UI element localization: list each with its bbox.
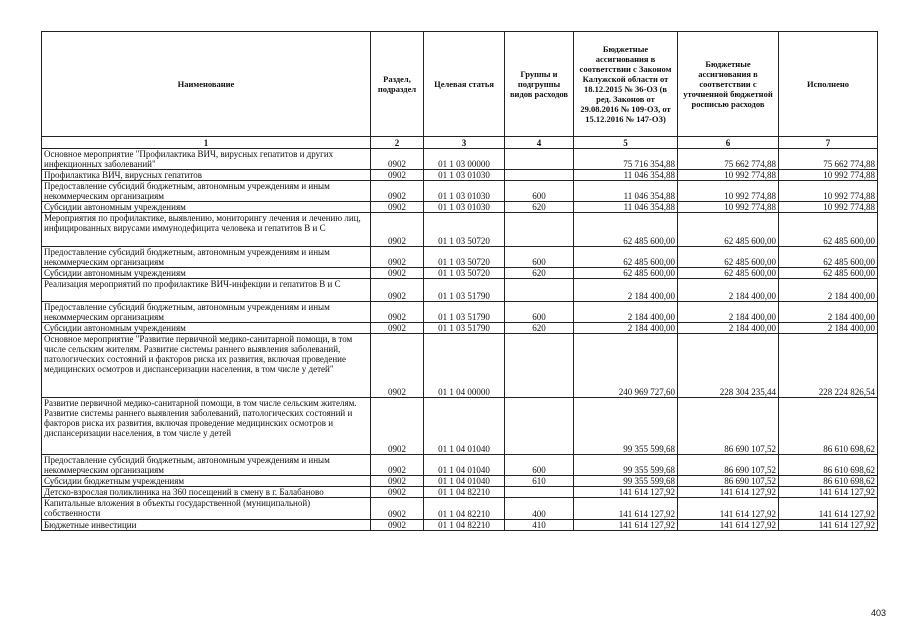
row-law-budget-cell: 2 184 400,00: [574, 279, 678, 302]
row-target-cell: 01 1 03 51790: [424, 323, 505, 334]
row-section-cell: 0902: [371, 279, 424, 302]
row-group-cell: 600: [505, 247, 574, 268]
row-refined-budget-cell: 62 485 600,00: [678, 247, 779, 268]
row-group-cell: 620: [505, 202, 574, 213]
row-law-budget-cell: 141 614 127,92: [574, 498, 678, 520]
header-section: Раздел, подраздел: [371, 32, 424, 137]
row-section-cell: 0902: [371, 487, 424, 498]
row-group-cell: [505, 213, 574, 247]
row-section-cell: 0902: [371, 247, 424, 268]
table-body: [42, 149, 878, 531]
row-law-budget-cell: 2 184 400,00: [574, 323, 678, 334]
row-executed-cell: 228 224 826,54: [779, 334, 878, 398]
row-law-budget-cell: 141 614 127,92: [574, 487, 678, 498]
row-section-cell: 0902: [371, 398, 424, 455]
row-group-cell: 600: [505, 302, 574, 323]
row-name-cell: Субсидии автономным учреждениям: [42, 323, 371, 334]
row-executed-cell: 86 610 698,62: [779, 455, 878, 476]
table-row: [42, 268, 878, 279]
row-name-cell: Детско-взрослая поликлиника на 360 посещений в смену в г. Балабаново: [42, 487, 371, 498]
row-group-cell: 620: [505, 323, 574, 334]
row-target-cell: 01 1 03 51790: [424, 302, 505, 323]
row-group-cell: [505, 170, 574, 181]
row-law-budget-cell: 75 716 354,88: [574, 149, 678, 170]
row-target-cell: 01 1 04 01040: [424, 398, 505, 455]
row-section-cell: 0902: [371, 520, 424, 531]
row-refined-budget-cell: 86 690 107,52: [678, 398, 779, 455]
row-group-cell: 410: [505, 520, 574, 531]
row-refined-budget-cell: 141 614 127,92: [678, 498, 779, 520]
row-group-cell: [505, 398, 574, 455]
page-number: 403: [870, 608, 886, 618]
row-name-cell: Реализация мероприятий по профилактике ВИЧ-инфекции и гепатитов В и С: [42, 279, 371, 302]
table-row: [42, 498, 878, 520]
row-refined-budget-cell: 86 690 107,52: [678, 455, 779, 476]
table-row: [42, 398, 878, 455]
row-executed-cell: 62 485 600,00: [779, 213, 878, 247]
row-group-cell: [505, 149, 574, 170]
row-section-cell: 0902: [371, 498, 424, 520]
row-executed-cell: 86 610 698,62: [779, 398, 878, 455]
row-refined-budget-cell: 2 184 400,00: [678, 323, 779, 334]
row-refined-budget-cell: 10 992 774,88: [678, 170, 779, 181]
row-refined-budget-cell: 2 184 400,00: [678, 302, 779, 323]
header-refined-budget: Бюджетные ассигнования в соответствии с уточненной бюджетной росписью расходов: [678, 32, 779, 137]
row-target-cell: 01 1 04 01040: [424, 455, 505, 476]
row-refined-budget-cell: 62 485 600,00: [678, 268, 779, 279]
table-row: [42, 455, 878, 476]
row-name-cell: Бюджетные инвестиции: [42, 520, 371, 531]
table-row: [42, 476, 878, 487]
row-refined-budget-cell: 228 304 235,44: [678, 334, 779, 398]
row-executed-cell: 141 614 127,92: [779, 520, 878, 531]
row-section-cell: 0902: [371, 170, 424, 181]
column-number: 6: [678, 137, 779, 149]
header-law-budget: Бюджетные ассигнования в соответствии с Законом Калужской области от 18.12.2015 № 36-ОЗ (в ред. Законов от 29.08.2016 № 109-ОЗ, от 15.12.2016 № 147-ОЗ): [574, 32, 678, 137]
budget-table: [41, 31, 878, 531]
row-law-budget-cell: 62 485 600,00: [574, 213, 678, 247]
table-row: [42, 279, 878, 302]
row-name-cell: Мероприятия по профилактике, выявлению, мониторингу лечения и лечению лиц, инфицированных вирусами иммунодефицита человека и гепатитов В и С: [42, 213, 371, 247]
row-law-budget-cell: 99 355 599,68: [574, 455, 678, 476]
column-number-row: [42, 137, 878, 149]
row-refined-budget-cell: 141 614 127,92: [678, 520, 779, 531]
row-refined-budget-cell: 10 992 774,88: [678, 202, 779, 213]
row-law-budget-cell: 62 485 600,00: [574, 247, 678, 268]
row-group-cell: 400: [505, 498, 574, 520]
table-row: [42, 149, 878, 170]
row-target-cell: 01 1 03 51790: [424, 279, 505, 302]
table-row: [42, 202, 878, 213]
row-target-cell: 01 1 04 01040: [424, 476, 505, 487]
row-law-budget-cell: 141 614 127,92: [574, 520, 678, 531]
row-target-cell: 01 1 04 82210: [424, 498, 505, 520]
row-section-cell: 0902: [371, 149, 424, 170]
row-executed-cell: 62 485 600,00: [779, 268, 878, 279]
row-group-cell: 600: [505, 455, 574, 476]
row-group-cell: [505, 334, 574, 398]
row-executed-cell: 10 992 774,88: [779, 181, 878, 202]
row-target-cell: 01 1 03 50720: [424, 247, 505, 268]
row-law-budget-cell: 11 046 354,88: [574, 170, 678, 181]
row-name-cell: Развитие первичной медико-санитарной помощи, в том числе сельским жителям. Развитие системы раннего выявления заболеваний, патологических состояний и факторов риска их развития, включая проведение медицинских осмотров и диспансеризации населения, в том числе у детей: [42, 398, 371, 455]
row-law-budget-cell: 2 184 400,00: [574, 302, 678, 323]
row-name-cell: Субсидии автономным учреждениям: [42, 268, 371, 279]
table-row: [42, 170, 878, 181]
row-name-cell: Профилактика ВИЧ, вирусных гепатитов: [42, 170, 371, 181]
row-group-cell: 610: [505, 476, 574, 487]
row-section-cell: 0902: [371, 202, 424, 213]
row-refined-budget-cell: 10 992 774,88: [678, 181, 779, 202]
row-executed-cell: 2 184 400,00: [779, 323, 878, 334]
row-target-cell: 01 1 03 01030: [424, 181, 505, 202]
row-executed-cell: 141 614 127,92: [779, 487, 878, 498]
table-row: [42, 213, 878, 247]
row-executed-cell: 10 992 774,88: [779, 170, 878, 181]
row-target-cell: 01 1 03 50720: [424, 213, 505, 247]
row-executed-cell: 141 614 127,92: [779, 498, 878, 520]
row-law-budget-cell: 240 969 727,60: [574, 334, 678, 398]
row-section-cell: 0902: [371, 323, 424, 334]
row-name-cell: Предоставление субсидий бюджетным, автономным учреждениям и иным некоммерческим организациям: [42, 247, 371, 268]
row-name-cell: Предоставление субсидий бюджетным, автономным учреждениям и иным некоммерческим организациям: [42, 181, 371, 202]
row-name-cell: Капитальные вложения в объекты государственной (муниципальной) собственности: [42, 498, 371, 520]
row-executed-cell: 2 184 400,00: [779, 302, 878, 323]
row-group-cell: 620: [505, 268, 574, 279]
table-row: [42, 323, 878, 334]
row-name-cell: Предоставление субсидий бюджетным, автономным учреждениям и иным некоммерческим организациям: [42, 455, 371, 476]
row-law-budget-cell: 11 046 354,88: [574, 181, 678, 202]
row-law-budget-cell: 99 355 599,68: [574, 476, 678, 487]
header-name: Наименование: [42, 32, 371, 137]
row-executed-cell: 2 184 400,00: [779, 279, 878, 302]
row-section-cell: 0902: [371, 268, 424, 279]
row-target-cell: 01 1 04 82210: [424, 487, 505, 498]
row-section-cell: 0902: [371, 476, 424, 487]
column-number: 2: [371, 137, 424, 149]
table-row: [42, 334, 878, 398]
row-refined-budget-cell: 75 662 774,88: [678, 149, 779, 170]
column-number: 3: [424, 137, 505, 149]
column-number: 1: [42, 137, 371, 149]
budget-table-sheet: [41, 31, 877, 531]
header-target: Целевая статья: [424, 32, 505, 137]
header-executed: Исполнено: [779, 32, 878, 137]
row-target-cell: 01 1 04 82210: [424, 520, 505, 531]
row-refined-budget-cell: 141 614 127,92: [678, 487, 779, 498]
row-name-cell: Предоставление субсидий бюджетным, автономным учреждениям и иным некоммерческим организациям: [42, 302, 371, 323]
table-row: [42, 520, 878, 531]
row-group-cell: [505, 279, 574, 302]
column-number: 4: [505, 137, 574, 149]
row-name-cell: Субсидии бюджетным учреждениям: [42, 476, 371, 487]
row-name-cell: Основное мероприятие "Развитие первичной медико-санитарной помощи, в том числе сельским жителям. Развитие системы раннего выявления заболеваний, патологических состояний и факторов риска их развития, включая проведение медицинских осмотров и диспансеризации населения, в том числе у детей": [42, 334, 371, 398]
table-row: [42, 247, 878, 268]
row-refined-budget-cell: 86 690 107,52: [678, 476, 779, 487]
row-executed-cell: 75 662 774,88: [779, 149, 878, 170]
row-target-cell: 01 1 03 01030: [424, 170, 505, 181]
row-section-cell: 0902: [371, 455, 424, 476]
table-row: [42, 181, 878, 202]
header-group: Группы и подгруппы видов расходов: [505, 32, 574, 137]
row-target-cell: 01 1 04 00000: [424, 334, 505, 398]
row-section-cell: 0902: [371, 181, 424, 202]
row-law-budget-cell: 99 355 599,68: [574, 398, 678, 455]
header-row: [42, 32, 878, 137]
row-group-cell: [505, 487, 574, 498]
row-executed-cell: 62 485 600,00: [779, 247, 878, 268]
row-section-cell: 0902: [371, 302, 424, 323]
row-name-cell: Основное мероприятие "Профилактика ВИЧ, вирусных гепатитов и других инфекционных заболеваний": [42, 149, 371, 170]
row-target-cell: 01 1 03 50720: [424, 268, 505, 279]
column-number: 7: [779, 137, 878, 149]
row-executed-cell: 10 992 774,88: [779, 202, 878, 213]
row-section-cell: 0902: [371, 334, 424, 398]
row-group-cell: 600: [505, 181, 574, 202]
column-number: 5: [574, 137, 678, 149]
row-section-cell: 0902: [371, 213, 424, 247]
row-name-cell: Субсидии автономным учреждениям: [42, 202, 371, 213]
table-row: [42, 487, 878, 498]
row-target-cell: 01 1 03 01030: [424, 202, 505, 213]
table-row: [42, 302, 878, 323]
row-refined-budget-cell: 2 184 400,00: [678, 279, 779, 302]
row-law-budget-cell: 11 046 354,88: [574, 202, 678, 213]
row-executed-cell: 86 610 698,62: [779, 476, 878, 487]
row-target-cell: 01 1 03 00000: [424, 149, 505, 170]
row-refined-budget-cell: 62 485 600,00: [678, 213, 779, 247]
row-law-budget-cell: 62 485 600,00: [574, 268, 678, 279]
